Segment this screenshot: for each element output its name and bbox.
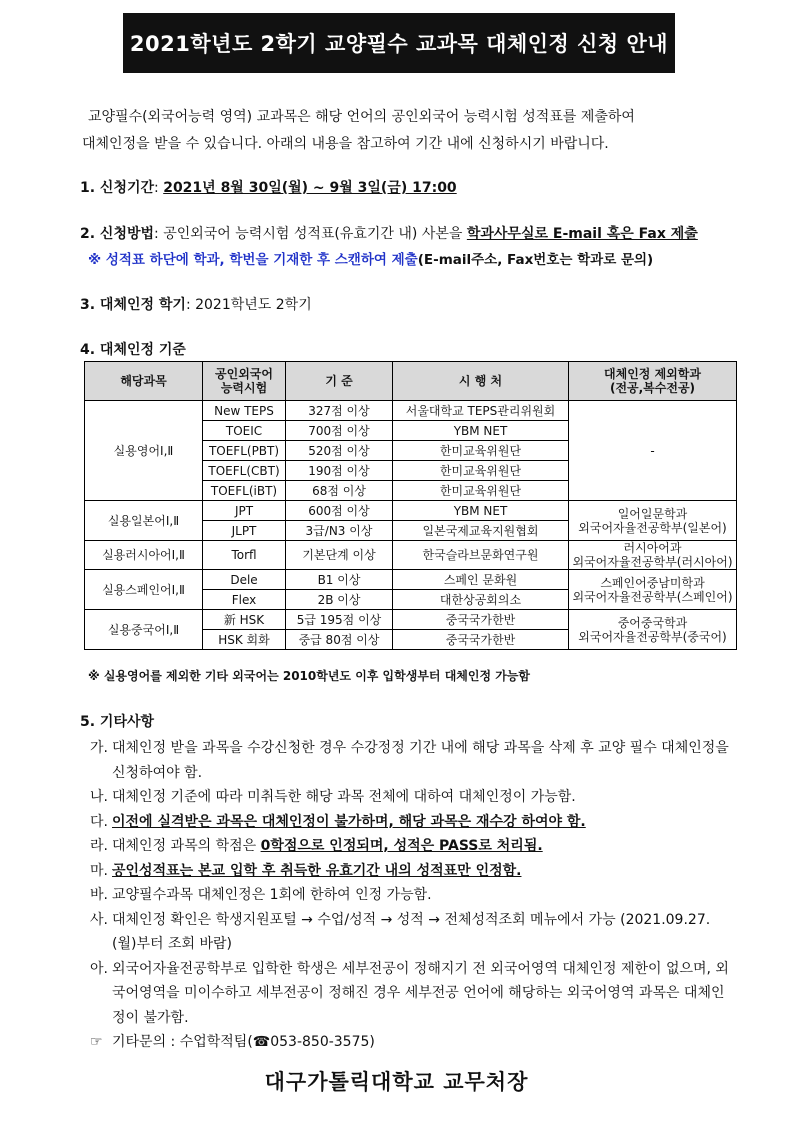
list-text-part: 기타문의 : 수업학적팀(☎053-850-3575) (112, 1034, 375, 1050)
table-row (85, 401, 737, 421)
exam-cell: Flex (203, 590, 286, 610)
subject-cell: 실용중국어Ⅰ,Ⅱ (85, 610, 203, 650)
list-text (112, 859, 730, 884)
apply-period-value: 2021년 8월 30일(월) ~ 9월 3일(금) 17:00 (163, 180, 457, 196)
list-marker: 다. (90, 813, 108, 830)
org-cell: 한미교육위원단 (393, 461, 569, 481)
exam-cell: TOEIC (203, 421, 286, 441)
exam-cell: 新 HSK (203, 610, 286, 630)
exam-cell: TOEFL(PBT) (203, 441, 286, 461)
apply-method-note (88, 248, 653, 268)
exam-cell: Torfl (203, 541, 286, 570)
table-row (85, 501, 737, 521)
list-text (112, 883, 730, 908)
table-row (85, 610, 737, 630)
section-apply-period (80, 177, 457, 197)
list-text (112, 1030, 730, 1055)
header-criteria: 기 준 (286, 362, 393, 401)
list-item (90, 785, 730, 810)
page-title: 2021학년도 2학기 교양필수 교과목 대체인정 신청 안내 (123, 13, 675, 73)
org-cell: 서울대학교 TEPS관리위원회 (393, 401, 569, 421)
list-text-part: 이전에 실격받은 과목은 대체인정이 불가하며, 해당 과목은 재수강 하여야 함. (112, 813, 586, 830)
org-cell: 일본국제교육지원협회 (393, 521, 569, 541)
subject-cell: 실용일본어Ⅰ,Ⅱ (85, 501, 203, 541)
list-item (90, 859, 730, 884)
list-item (90, 883, 730, 908)
crit-cell: B1 이상 (286, 570, 393, 590)
crit-cell: 327점 이상 (286, 401, 393, 421)
org-cell: 한미교육위원단 (393, 481, 569, 501)
scan-instruction: ※ 성적표 하단에 학과, 학번을 기재한 후 스캔하여 제출 (88, 252, 418, 268)
section-label: 3. 대체인정 학기 (80, 297, 186, 313)
list-text (112, 834, 730, 859)
table-note: ※ 실용영어를 제외한 기타 외국어는 2010학년도 이후 입학생부터 대체인정 가능함 (88, 669, 531, 683)
intro-line-1: 교양필수(외국어능력 영역) 교과목은 해당 언어의 공인외국어 능력시험 성적표를 제출하여 (88, 109, 635, 125)
exam-cell: JPT (203, 501, 286, 521)
list-marker: 바. (90, 887, 108, 903)
list-marker: 라. (90, 838, 108, 854)
list-text (112, 736, 730, 785)
list-item (90, 957, 730, 1031)
list-text (112, 908, 730, 957)
list-item (90, 810, 730, 835)
crit-cell: 520점 이상 (286, 441, 393, 461)
section-criteria: 4. 대체인정 기준 (80, 342, 186, 358)
list-text (112, 810, 730, 835)
list-marker: 사. (90, 911, 108, 928)
list-marker: 나. (90, 789, 108, 805)
apply-method-emphasis: 학과사무실로 E-mail 혹은 Fax 제출 (466, 226, 698, 242)
list-text-part: 대체인정 과목의 학점은 (112, 838, 261, 854)
excluded-dept-cell: - (569, 401, 737, 501)
excluded-dept-cell: 중어중국학과 외국어자율전공학부(중국어) (569, 610, 737, 650)
intro-line-2: 대체인정을 받을 수 있습니다. 아래의 내용을 참고하여 기간 내에 신청하시기 바랍니다. (82, 136, 609, 152)
crit-cell: 68점 이상 (286, 481, 393, 501)
list-text (112, 957, 730, 1031)
excluded-dept-cell: 러시아어과 외국어자율전공학부(러시아어) (569, 541, 737, 570)
list-item (90, 1030, 730, 1055)
contact-instruction: (E-mail주소, Fax번호는 학과로 문의) (417, 252, 654, 268)
crit-cell: 190점 이상 (286, 461, 393, 481)
table-header-row (85, 362, 737, 401)
criteria-table (84, 361, 737, 650)
org-cell: 스페인 문화원 (393, 570, 569, 590)
header-subject: 해당과목 (85, 362, 203, 401)
exam-cell: TOEFL(CBT) (203, 461, 286, 481)
section-misc: 5. 기타사항 (80, 714, 155, 730)
section-apply-method (80, 223, 698, 243)
list-text-part: 0학점으로 인정되며, 성적은 PASS로 처리됨. (260, 838, 543, 854)
crit-cell: 5급 195점 이상 (286, 610, 393, 630)
crit-cell: 600점 이상 (286, 501, 393, 521)
header-organizer: 시 행 처 (393, 362, 569, 401)
list-item (90, 908, 730, 957)
org-cell: 대한상공회의소 (393, 590, 569, 610)
crit-cell: 2B 이상 (286, 590, 393, 610)
header-excluded-dept: 대체인정 제외학과 (전공,복수전공) (569, 362, 737, 401)
list-text-part: 교양필수과목 대체인정은 1회에 한하여 인정 가능함. (112, 887, 432, 903)
footer-signature: 대구가톨릭대학교 교무처장 (264, 1070, 529, 1094)
exam-cell: JLPT (203, 521, 286, 541)
exam-cell: TOEFL(iBT) (203, 481, 286, 501)
list-marker: ☞ (90, 1034, 103, 1050)
exam-cell: Dele (203, 570, 286, 590)
header-exam: 공인외국어 능력시험 (203, 362, 286, 401)
subject-cell: 실용스페인어Ⅰ,Ⅱ (85, 570, 203, 610)
crit-cell: 기본단계 이상 (286, 541, 393, 570)
crit-cell: 3급/N3 이상 (286, 521, 393, 541)
semester-value: : 2021학년도 2학기 (185, 297, 312, 313)
excluded-dept-cell: 스페인어중남미학과 외국어자율전공학부(스페인어) (569, 570, 737, 610)
table-row (85, 570, 737, 590)
misc-list (90, 736, 730, 1055)
list-text-part: 공인성적표는 본교 입학 후 취득한 유효기간 내의 성적표만 인정함. (112, 862, 522, 879)
section-semester (80, 294, 312, 314)
list-text-part: 대체인정 확인은 학생지원포털 → 수업/성적 → 성적 → 전체성적조회 메뉴에서 가능 (2021.09.27.(월)부터 조회 바람) (112, 911, 711, 952)
org-cell: 한미교육위원단 (393, 441, 569, 461)
list-text (112, 785, 730, 810)
subject-cell: 실용영어Ⅰ,Ⅱ (85, 401, 203, 501)
list-text-part: 대체인정 기준에 따라 미취득한 해당 과목 전체에 대하여 대체인정이 가능함. (112, 789, 576, 805)
intro-paragraph (82, 104, 722, 158)
org-cell: YBM NET (393, 421, 569, 441)
subject-cell: 실용러시아어Ⅰ,Ⅱ (85, 541, 203, 570)
org-cell: 한국슬라브문화연구원 (393, 541, 569, 570)
org-cell: YBM NET (393, 501, 569, 521)
table-row (85, 541, 737, 570)
list-text-part: 외국어자율전공학부로 입학한 학생은 세부전공이 정해지기 전 외국어영역 대체인정 제한이 없으며, 외국어영역을 미이수하고 세부전공이 정해진 경우 세부전공 언어에 해당하는 외국어영역 과목은 대체인정이 불가함. (112, 960, 729, 1026)
org-cell: 중국국가한반 (393, 630, 569, 650)
exam-cell: HSK 회화 (203, 630, 286, 650)
colon: : (154, 180, 159, 196)
apply-method-text: : 공인외국어 능력시험 성적표(유효기간 내) 사본을 (154, 226, 467, 242)
list-item (90, 834, 730, 859)
list-marker: 가. (90, 740, 108, 756)
crit-cell: 중급 80점 이상 (286, 630, 393, 650)
list-item (90, 736, 730, 785)
list-marker: 아. (90, 960, 108, 977)
org-cell: 중국국가한반 (393, 610, 569, 630)
crit-cell: 700점 이상 (286, 421, 393, 441)
list-marker: 마. (90, 862, 108, 879)
list-text-part: 대체인정 받을 과목을 수강신청한 경우 수강정정 기간 내에 해당 과목을 삭제 후 교양 필수 대체인정을 신청하여야 함. (112, 740, 729, 781)
section-label: 2. 신청방법 (80, 226, 155, 242)
excluded-dept-cell: 일어일문학과 외국어자율전공학부(일본어) (569, 501, 737, 541)
exam-cell: New TEPS (203, 401, 286, 421)
section-label: 1. 신청기간 (80, 180, 155, 196)
